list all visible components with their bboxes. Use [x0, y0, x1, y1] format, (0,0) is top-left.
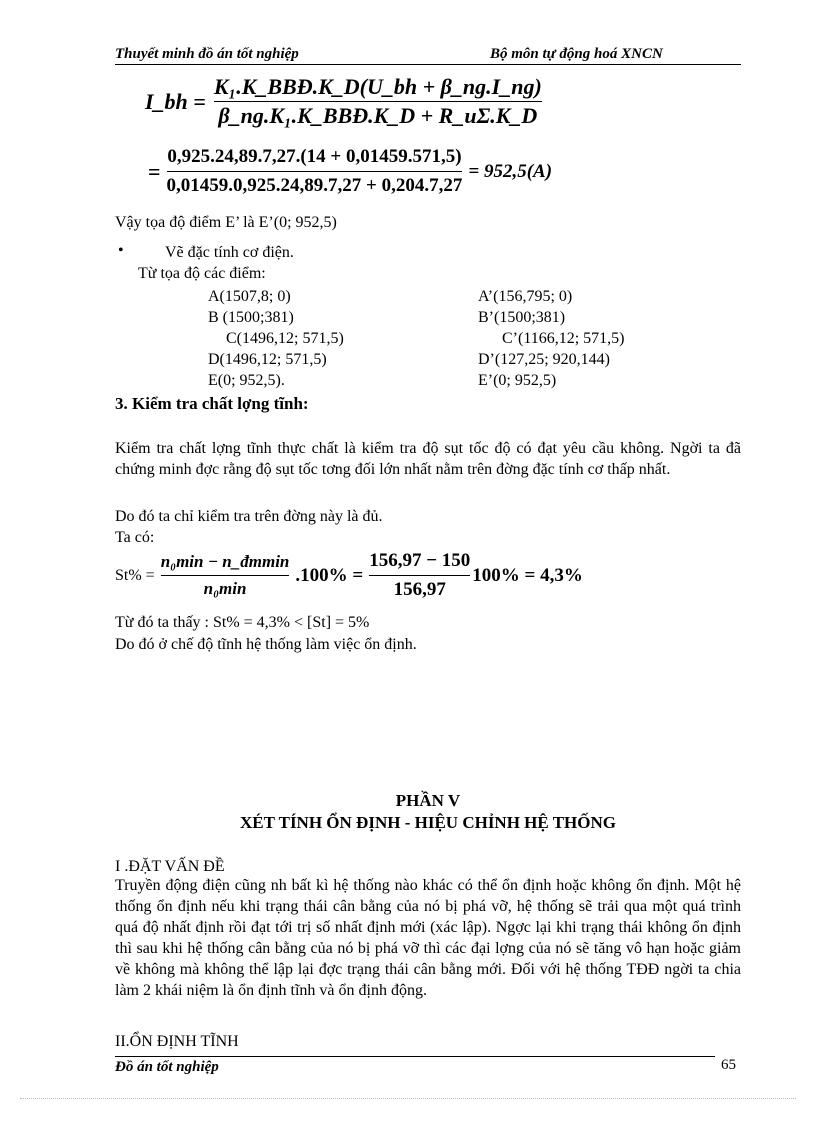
section-i-heading: I .ĐẶT VẤN ĐỀ: [115, 858, 225, 875]
formula-ibh-denominator: β_ng.K₁.K_BBĐ.K_D + R_uΣ.K_D: [218, 103, 538, 128]
point-d-prime: D’(127,25; 920,144): [478, 351, 610, 368]
point-b-prime: B’(1500;381): [478, 309, 566, 326]
header-left: Thuyết minh đồ án tốt nghiệp: [115, 46, 299, 62]
part-title: PHẦN V: [395, 791, 461, 810]
paragraph-check: Do đó ta chỉ kiểm tra trên đờng này là đủ.: [115, 508, 383, 525]
header-right: Bộ môn tự động hoá XNCN: [490, 46, 663, 62]
footer-rule: [115, 1056, 715, 1057]
footer-left: Đồ án tốt nghiệp: [115, 1059, 219, 1075]
formula-ibh-numerator: K₁.K_BBĐ.K_D(U_bh + β_ng.I_ng): [213, 74, 542, 99]
paragraph-quality: Kiểm tra chất lợng tĩnh thực chất là kiểm tra độ sụt tốc độ có đạt yêu cầu không. Ngời ta đã chứng minh đợc rằng độ sụt tốc tơng đối lớn nhất nằm trên đờng đặc tính cơ thấp nhất.: [115, 440, 741, 478]
bullet-text: Vẽ đặc tính cơ điện.: [165, 244, 294, 261]
formula-st-label: St% =: [115, 567, 155, 584]
formula-st: [115, 550, 583, 601]
formula-ibh-numeric-numerator: 0,925.24,89.7,27.(14 + 0,01459.571,5): [167, 146, 462, 167]
formula-st-result: 100% = 4,3%: [472, 564, 583, 586]
formula-ibh-numeric-fraction: [167, 146, 463, 197]
formula-ibh-result: = 952,5(A): [468, 160, 553, 182]
points-intro: Từ tọa độ các điểm:: [138, 265, 266, 282]
conclusion-line: Do đó ở chế độ tĩnh hệ thống làm việc ổn định.: [115, 636, 417, 653]
point-c: C(1496,12; 571,5): [226, 330, 344, 347]
paragraph-stability: Truyền động điện cũng nh bất kì hệ thống nào khác có thể ổn định hoặc không ổn định. Một hệ thống ổn định nếu khi trạng thái cân bằng của nó bị phá vỡ, hệ thống sẽ trải qua một quá trình quá độ nhất định rồi đạt tới trị số nhất định mới (xác lập). Ngợc lại khi trạng thái không ổn định thì sau khi hệ thống cân bằng của nó bị phá vỡ thì các đại lợng của nó sẽ tăng vô hạn hoặc giảm về không mà không thể lập lại đợc trạng thái cân bằng mới. Đối với hệ thống TĐĐ ngời ta chia làm 2 khái niệm là ổn định tĩnh và ổn định động.: [115, 877, 741, 999]
fraction-bar: [214, 101, 542, 102]
point-e-prime: E’(0; 952,5): [478, 372, 557, 389]
point-b: B (1500;381): [208, 309, 294, 326]
bullet-icon: •: [118, 242, 124, 259]
point-d: D(1496,12; 571,5): [208, 351, 327, 368]
formula-ibh: [145, 76, 542, 127]
point-e: E(0; 952,5).: [208, 372, 285, 389]
page-number: 65: [721, 1057, 736, 1073]
fraction-bar: [167, 171, 463, 172]
formula-ibh-lhs: I_bh =: [145, 88, 206, 114]
page-edge: [20, 1098, 796, 1099]
formula-st-left-fraction: [161, 552, 290, 599]
point-a-prime: A’(156,795; 0): [478, 288, 573, 305]
formula-st-right-numerator: 156,97 − 150: [369, 550, 471, 571]
fraction-bar: [369, 575, 470, 576]
fraction-bar: [161, 575, 290, 576]
e-prime-line: Vậy tọa độ điểm E’ là E’(0; 952,5): [115, 214, 337, 231]
formula-ibh-fraction: [214, 76, 542, 127]
point-c-prime: C’(1166,12; 571,5): [502, 330, 625, 347]
formula-st-right-fraction: [369, 550, 470, 601]
point-a: A(1507,8; 0): [208, 288, 291, 305]
section-ii-heading: II.ỔN ĐỊNH TĨNH: [115, 1033, 239, 1050]
part-subtitle: XÉT TÍNH ỔN ĐỊNH - HIỆU CHỈNH HỆ THỐNG: [240, 813, 616, 832]
formula-st-left-denominator: n₀min: [203, 579, 247, 598]
formula-ibh-numeric-denominator: 0,01459.0,925.24,89.7,27 + 0,204.7,27: [166, 175, 463, 196]
formula-st-right-denominator: 156,97: [393, 579, 446, 600]
st-result-line: Từ đó ta thấy : St% = 4,3% < [St] = 5%: [115, 614, 370, 631]
header-rule: [115, 64, 741, 65]
formula-st-left-numerator: n₀min − n_đmmin: [160, 552, 290, 571]
ta-co-label: Ta có:: [115, 529, 155, 546]
formula-st-mid: .100% =: [295, 564, 364, 586]
formula-ibh-numeric: = $\frac{0,925.24,89.7,27.(14 + 0,01459.571,5)}{0,01459.0,925.24,89.7,27 + 0,204.7,27}$ = 952,5(A): [148, 146, 553, 196]
section-3-heading: 3. Kiểm tra chất lợng tĩnh:: [115, 394, 309, 413]
